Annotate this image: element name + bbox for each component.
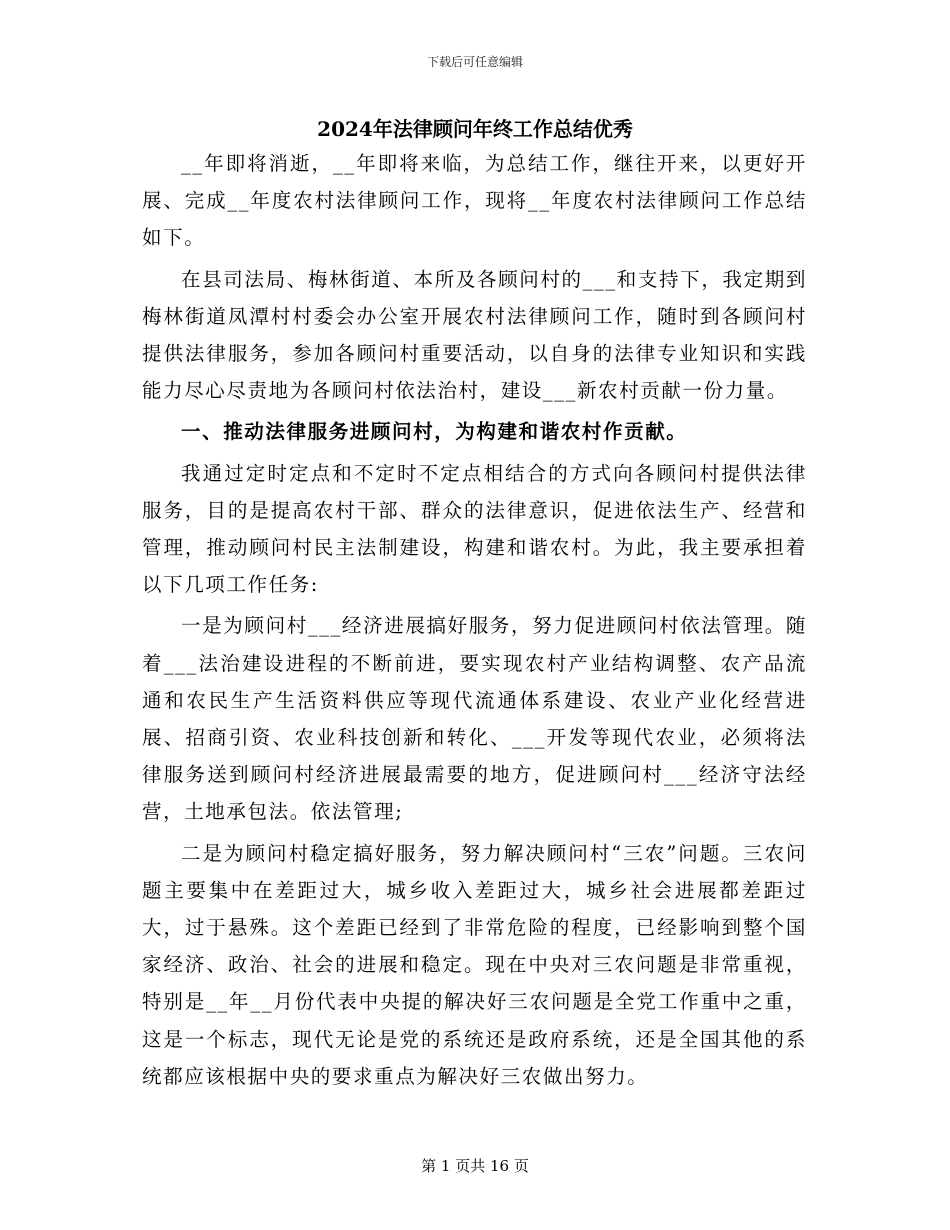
page-number: 第 1 页共 16 页	[421, 1157, 529, 1175]
paragraph-task-two: 二是为顾问村稳定搞好服务，努力解决顾问村“三农”问题。三农问题主要集中在差距过大，城乡收入差距过大，城乡社会进展都差距过大，过于悬殊。这个差距已经到了非常危险的程度，已经影响到整个国家经济、政治、社会的进展和稳定。现在中央对三农问题是非常重视，特别是__年__月份代表中央提的解决好三农问题是全党工作重中之重，这是一个标志，现代无论是党的系统还是政府系统，还是全国其他的系统都应该根据中央的要求重点为解决好三农做出努力。	[142, 841, 807, 1088]
paragraph-method: 我通过定时定点和不定时不定点相结合的方式向各顾问村提供法律服务，目的是提高农村干部、群众的法律意识，促进依法生产、经营和管理，推动顾问村民主法制建设，构建和谐农村。为此，我主要承担着以下几项工作任务:	[142, 461, 807, 597]
header-note: 下载后可任意编辑	[426, 55, 523, 69]
document-body	[142, 145, 807, 1099]
paragraph-background: 在县司法局、梅林街道、本所及各顾问村的___和支持下，我定期到梅林街道凤潭村村委会办公室开展农村法律顾问工作，随时到各顾问村提供法律服务，参加各顾问村重要活动，以自身的法律专业知识和实践能力尽心尽责地为各顾问村依法治村，建设___新农村贡献一份力量。	[142, 267, 807, 403]
document-title: 2024年法律顾问年终工作总结优秀	[317, 117, 633, 141]
paragraph-task-one: 一是为顾问村___经济进展搞好服务，努力促进顾问村依法管理。随着___法治建设进程的不断前进，要实现农村产业结构调整、农产品流通和农民生产生活资料供应等现代流通体系建设、农业产业化经营进展、招商引资、农业科技创新和转化、___开发等现代农业，必须将法律服务送到顾问村经济进展最需要的地方，促进顾问村___经济守法经营，土地承包法。依法管理;	[142, 614, 807, 824]
paragraph-intro: __年即将消逝，__年即将来临，为总结工作，继往开来，以更好开展、完成__年度农村法律顾问工作，现将__年度农村法律顾问工作总结如下。	[142, 152, 807, 250]
section-heading: 一、推动法律服务进顾问村，为构建和谐农村作贡献。	[181, 420, 688, 444]
